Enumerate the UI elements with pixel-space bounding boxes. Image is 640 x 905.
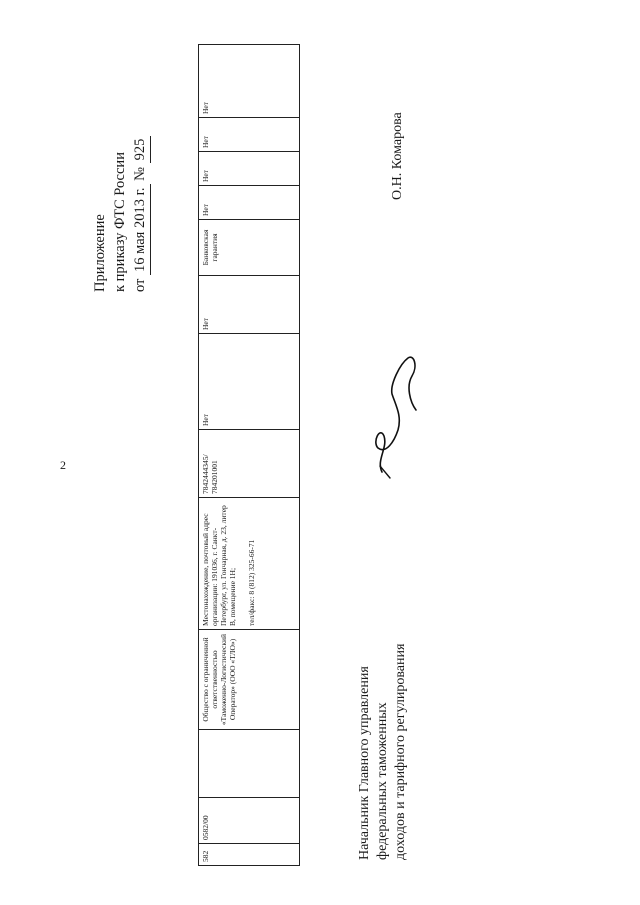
signatory-title xyxy=(356,644,410,860)
cell-empty xyxy=(199,729,299,797)
number-prefix: № xyxy=(132,167,148,181)
cell-address xyxy=(199,497,299,629)
registry-table xyxy=(198,44,300,866)
appendix-title: Приложение xyxy=(92,214,108,292)
date-prefix: от xyxy=(132,278,148,292)
phone-text: тел/факс: 8 (812) 325-66-71 xyxy=(247,539,256,626)
cell-inn-kpp: 7842444345/ 784201001 xyxy=(199,429,299,497)
cell-guarantee: Банковская гарантия xyxy=(199,219,299,275)
order-number: 925 xyxy=(130,136,151,164)
address-text: Местонахождение, почтовый адрес организации: 191036, г. Санкт-Петербург, ул. Гончарная, д. 23, литер В, помещение 1Н; xyxy=(201,505,237,626)
signatory-line-1: Начальник Главного управления xyxy=(357,666,372,860)
cell-col14: Нет xyxy=(201,101,210,114)
signatory-line-3: доходов и тарифного регулирования xyxy=(393,643,408,860)
appendix-header xyxy=(90,136,151,292)
cell-col13: Нет xyxy=(199,117,299,151)
cell-organization: Общество с ограниченной ответственностью «Таможенно-Логистический Оператор» (ООО «ТЛО») xyxy=(199,629,299,729)
appendix-order-ref: к приказу ФТС России xyxy=(112,152,128,292)
appendix-date-line xyxy=(130,136,151,292)
cell-col11: Нет xyxy=(199,185,299,219)
cell-col9: Нет xyxy=(199,275,299,333)
cell-index: 582 xyxy=(199,843,299,865)
cell-col12: Нет xyxy=(199,151,299,185)
signatory-name: О.Н. Комарова xyxy=(390,112,405,200)
cell-code: 0582/00 xyxy=(199,797,299,843)
handwritten-signature xyxy=(368,350,428,480)
signatory-line-2: федеральных таможенных xyxy=(375,702,390,860)
order-date: 16 мая 2013 г. xyxy=(130,184,151,275)
page-number: 2 xyxy=(60,458,66,472)
cell-col8: Нет xyxy=(199,333,299,429)
